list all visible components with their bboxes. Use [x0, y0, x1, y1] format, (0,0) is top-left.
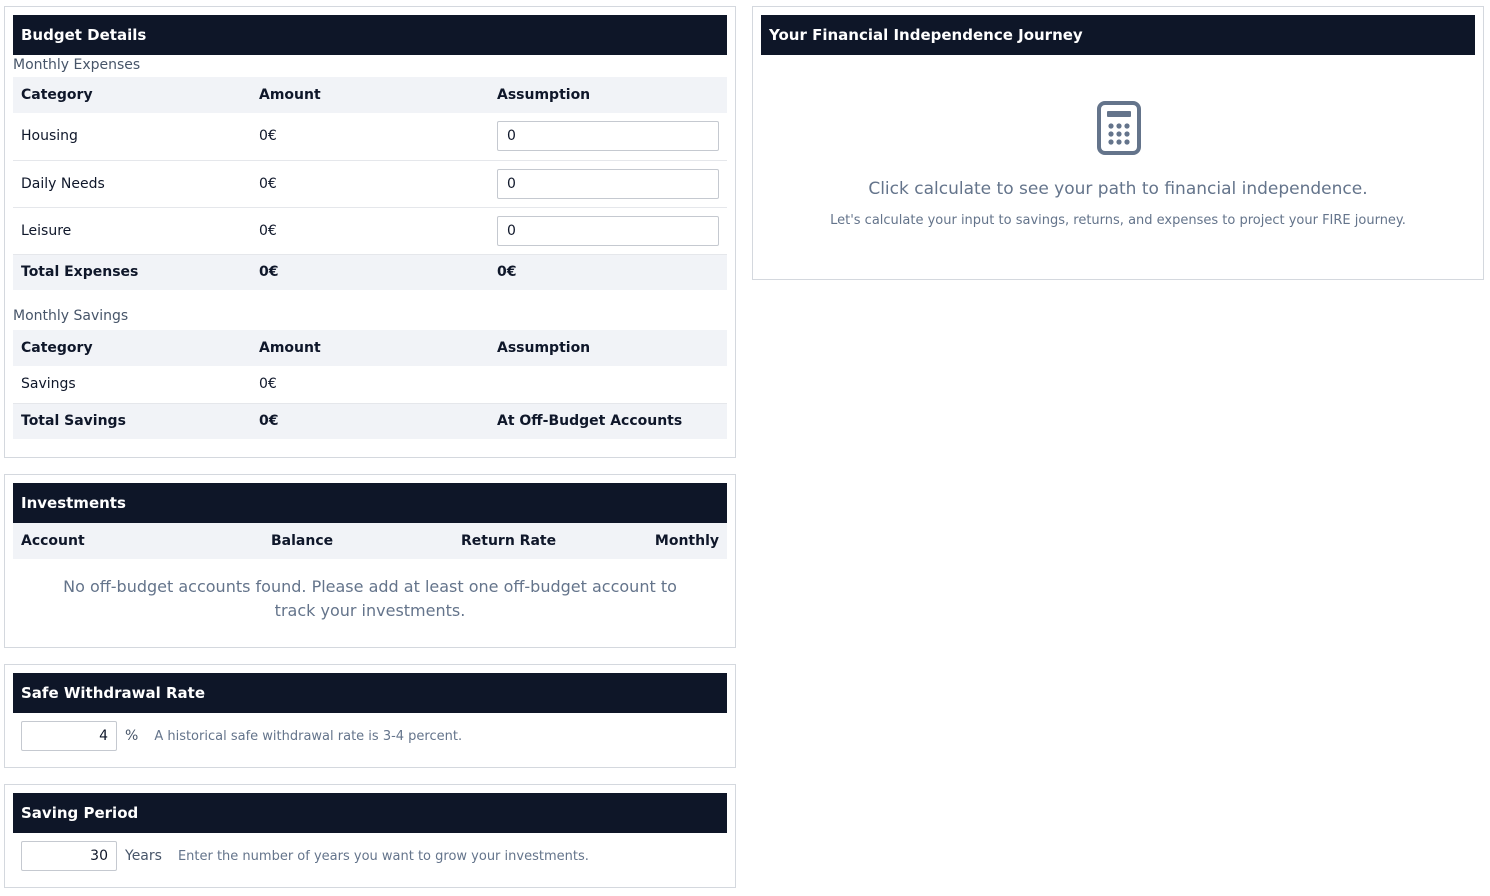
total-assumption: At Off-Budget Accounts — [489, 403, 727, 439]
monthly-expenses-label: Monthly Expenses — [13, 57, 141, 73]
calculator-icon — [1096, 100, 1142, 156]
total-amount: 0€ — [251, 254, 489, 290]
col-account: Account — [21, 533, 85, 549]
col-return-rate: Return Rate — [461, 533, 557, 549]
saving-period-row — [21, 841, 735, 871]
total-amount: 0€ — [251, 403, 489, 439]
journey-subtext: Let's calculate your input to savings, returns, and expenses to project your FIRE journey. — [830, 213, 1406, 228]
daily-needs-assumption-input[interactable] — [497, 169, 719, 199]
col-category: Category — [13, 77, 251, 113]
budget-details-panel — [4, 6, 736, 458]
savings-table-header — [13, 330, 727, 366]
journey-headline: Click calculate to see your path to financial independence. — [868, 179, 1368, 199]
saving-period-panel — [4, 784, 736, 888]
row-amount: 0€ — [251, 160, 489, 207]
row-category: Daily Needs — [13, 160, 251, 207]
withdrawal-rate-input[interactable] — [21, 721, 117, 751]
table-row — [13, 113, 727, 160]
investments-panel — [4, 474, 736, 648]
leisure-assumption-input[interactable] — [497, 216, 719, 246]
journey-panel — [752, 6, 1484, 280]
col-assumption: Assumption — [489, 330, 727, 366]
col-amount: Amount — [251, 77, 489, 113]
years-unit: Years — [125, 848, 162, 864]
row-category: Leisure — [13, 207, 251, 254]
withdrawal-panel — [4, 664, 736, 768]
total-label: Total Expenses — [13, 254, 251, 290]
budget-details-title: Budget Details — [13, 15, 727, 55]
investments-title: Investments — [13, 483, 727, 523]
saving-years-input[interactable] — [21, 841, 117, 871]
row-amount: 0€ — [251, 207, 489, 254]
table-row — [13, 366, 727, 403]
table-row — [13, 160, 727, 207]
table-row — [13, 207, 727, 254]
withdrawal-hint: A historical safe withdrawal rate is 3-4 percent. — [154, 728, 463, 744]
row-amount: 0€ — [251, 113, 489, 160]
monthly-savings-label: Monthly Savings — [13, 308, 129, 324]
housing-assumption-input[interactable] — [497, 121, 719, 151]
total-label: Total Savings — [13, 403, 251, 439]
expenses-table — [13, 77, 727, 290]
investments-table-header — [13, 523, 727, 559]
row-amount: 0€ — [251, 366, 489, 403]
col-balance: Balance — [271, 533, 334, 549]
col-amount: Amount — [251, 330, 489, 366]
row-category: Savings — [13, 366, 251, 403]
empty-accounts-message: No off-budget accounts found. Please add at least one off-budget account to track your investments. — [63, 577, 677, 620]
savings-table — [13, 330, 727, 439]
withdrawal-title: Safe Withdrawal Rate — [13, 673, 727, 713]
percent-unit: % — [125, 728, 139, 744]
saving-period-hint: Enter the number of years you want to grow your investments. — [177, 848, 589, 864]
withdrawal-row — [21, 721, 735, 751]
total-expenses-row — [13, 254, 727, 290]
col-category: Category — [13, 330, 251, 366]
expenses-table-header — [13, 77, 727, 113]
saving-period-title: Saving Period — [13, 793, 727, 833]
journey-title: Your Financial Independence Journey — [761, 15, 1475, 55]
row-category: Housing — [13, 113, 251, 160]
col-monthly: Monthly — [654, 533, 719, 549]
row-assumption — [489, 366, 727, 403]
col-assumption: Assumption — [489, 77, 727, 113]
total-assumption: 0€ — [489, 254, 727, 290]
total-savings-row — [13, 403, 727, 439]
